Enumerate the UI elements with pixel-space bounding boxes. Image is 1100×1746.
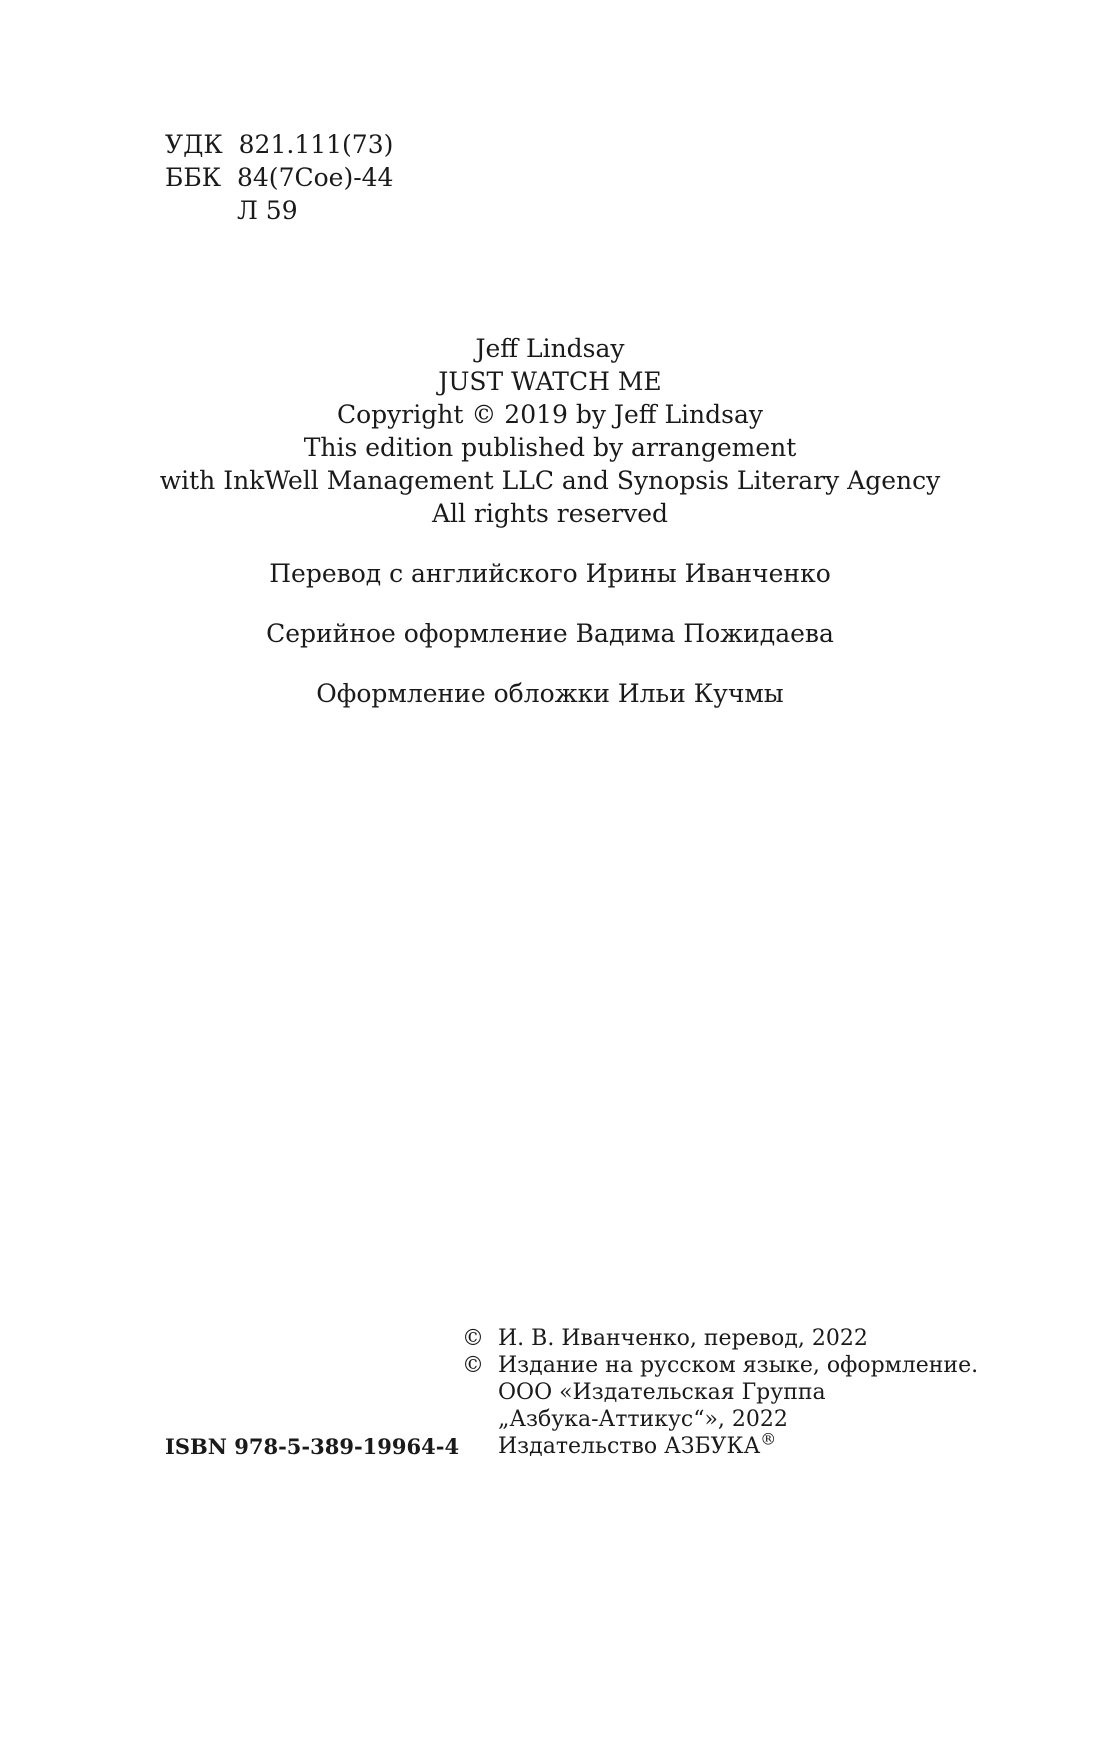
translation-copyright-row: [462, 1325, 978, 1352]
original-author: Jeff Lindsay: [475, 334, 625, 363]
arrangement-line-2: with InkWell Management LLC and Synopsis Literary Agency: [159, 466, 941, 495]
translation-credit: Перевод с английского Ирины Иванченко: [269, 559, 831, 588]
udk-label: УДК: [165, 130, 223, 159]
udk-line: [165, 128, 393, 161]
original-title: JUST WATCH ME: [438, 367, 662, 396]
publisher-row: [462, 1429, 978, 1460]
copyright-sign: ©: [462, 1326, 484, 1351]
edition-line-3: „Азбука-Аттикус“», 2022: [498, 1407, 788, 1432]
bbk-line: [165, 161, 393, 194]
copyright-sign: ©: [462, 1353, 484, 1378]
edition-line-1: Издание на русском языке, оформление.: [498, 1353, 979, 1378]
arrangement-line-1: This edition published by arrangement: [303, 433, 797, 462]
isbn: ISBN 978-5-389-19964-4: [165, 1434, 460, 1459]
copyright-notices: [462, 1325, 978, 1460]
rights-reserved: All rights reserved: [431, 499, 669, 528]
udk-value: 821.111(73): [238, 130, 394, 159]
edition-line-2: ООО «Издательская Группа: [498, 1380, 826, 1405]
registered-mark: ®: [760, 1429, 777, 1449]
author-mark: Л 59: [237, 196, 298, 225]
original-copyright: Copyright © 2019 by Jeff Lindsay: [336, 400, 764, 429]
series-design-credit: Серийное оформление Вадима Пожидаева: [266, 619, 834, 648]
classification-block: [165, 128, 393, 227]
translation-copyright: И. В. Иванченко, перевод, 2022: [498, 1326, 868, 1351]
edition-copyright-row: [462, 1352, 978, 1379]
bbk-value: 84(7Сое)-44: [237, 163, 394, 192]
credits-block: [0, 332, 1100, 710]
cover-design-credit: Оформление обложки Ильи Кучмы: [316, 679, 784, 708]
publisher-name: Издательство АЗБУКА: [498, 1434, 761, 1459]
bbk-label: ББК: [165, 163, 222, 192]
